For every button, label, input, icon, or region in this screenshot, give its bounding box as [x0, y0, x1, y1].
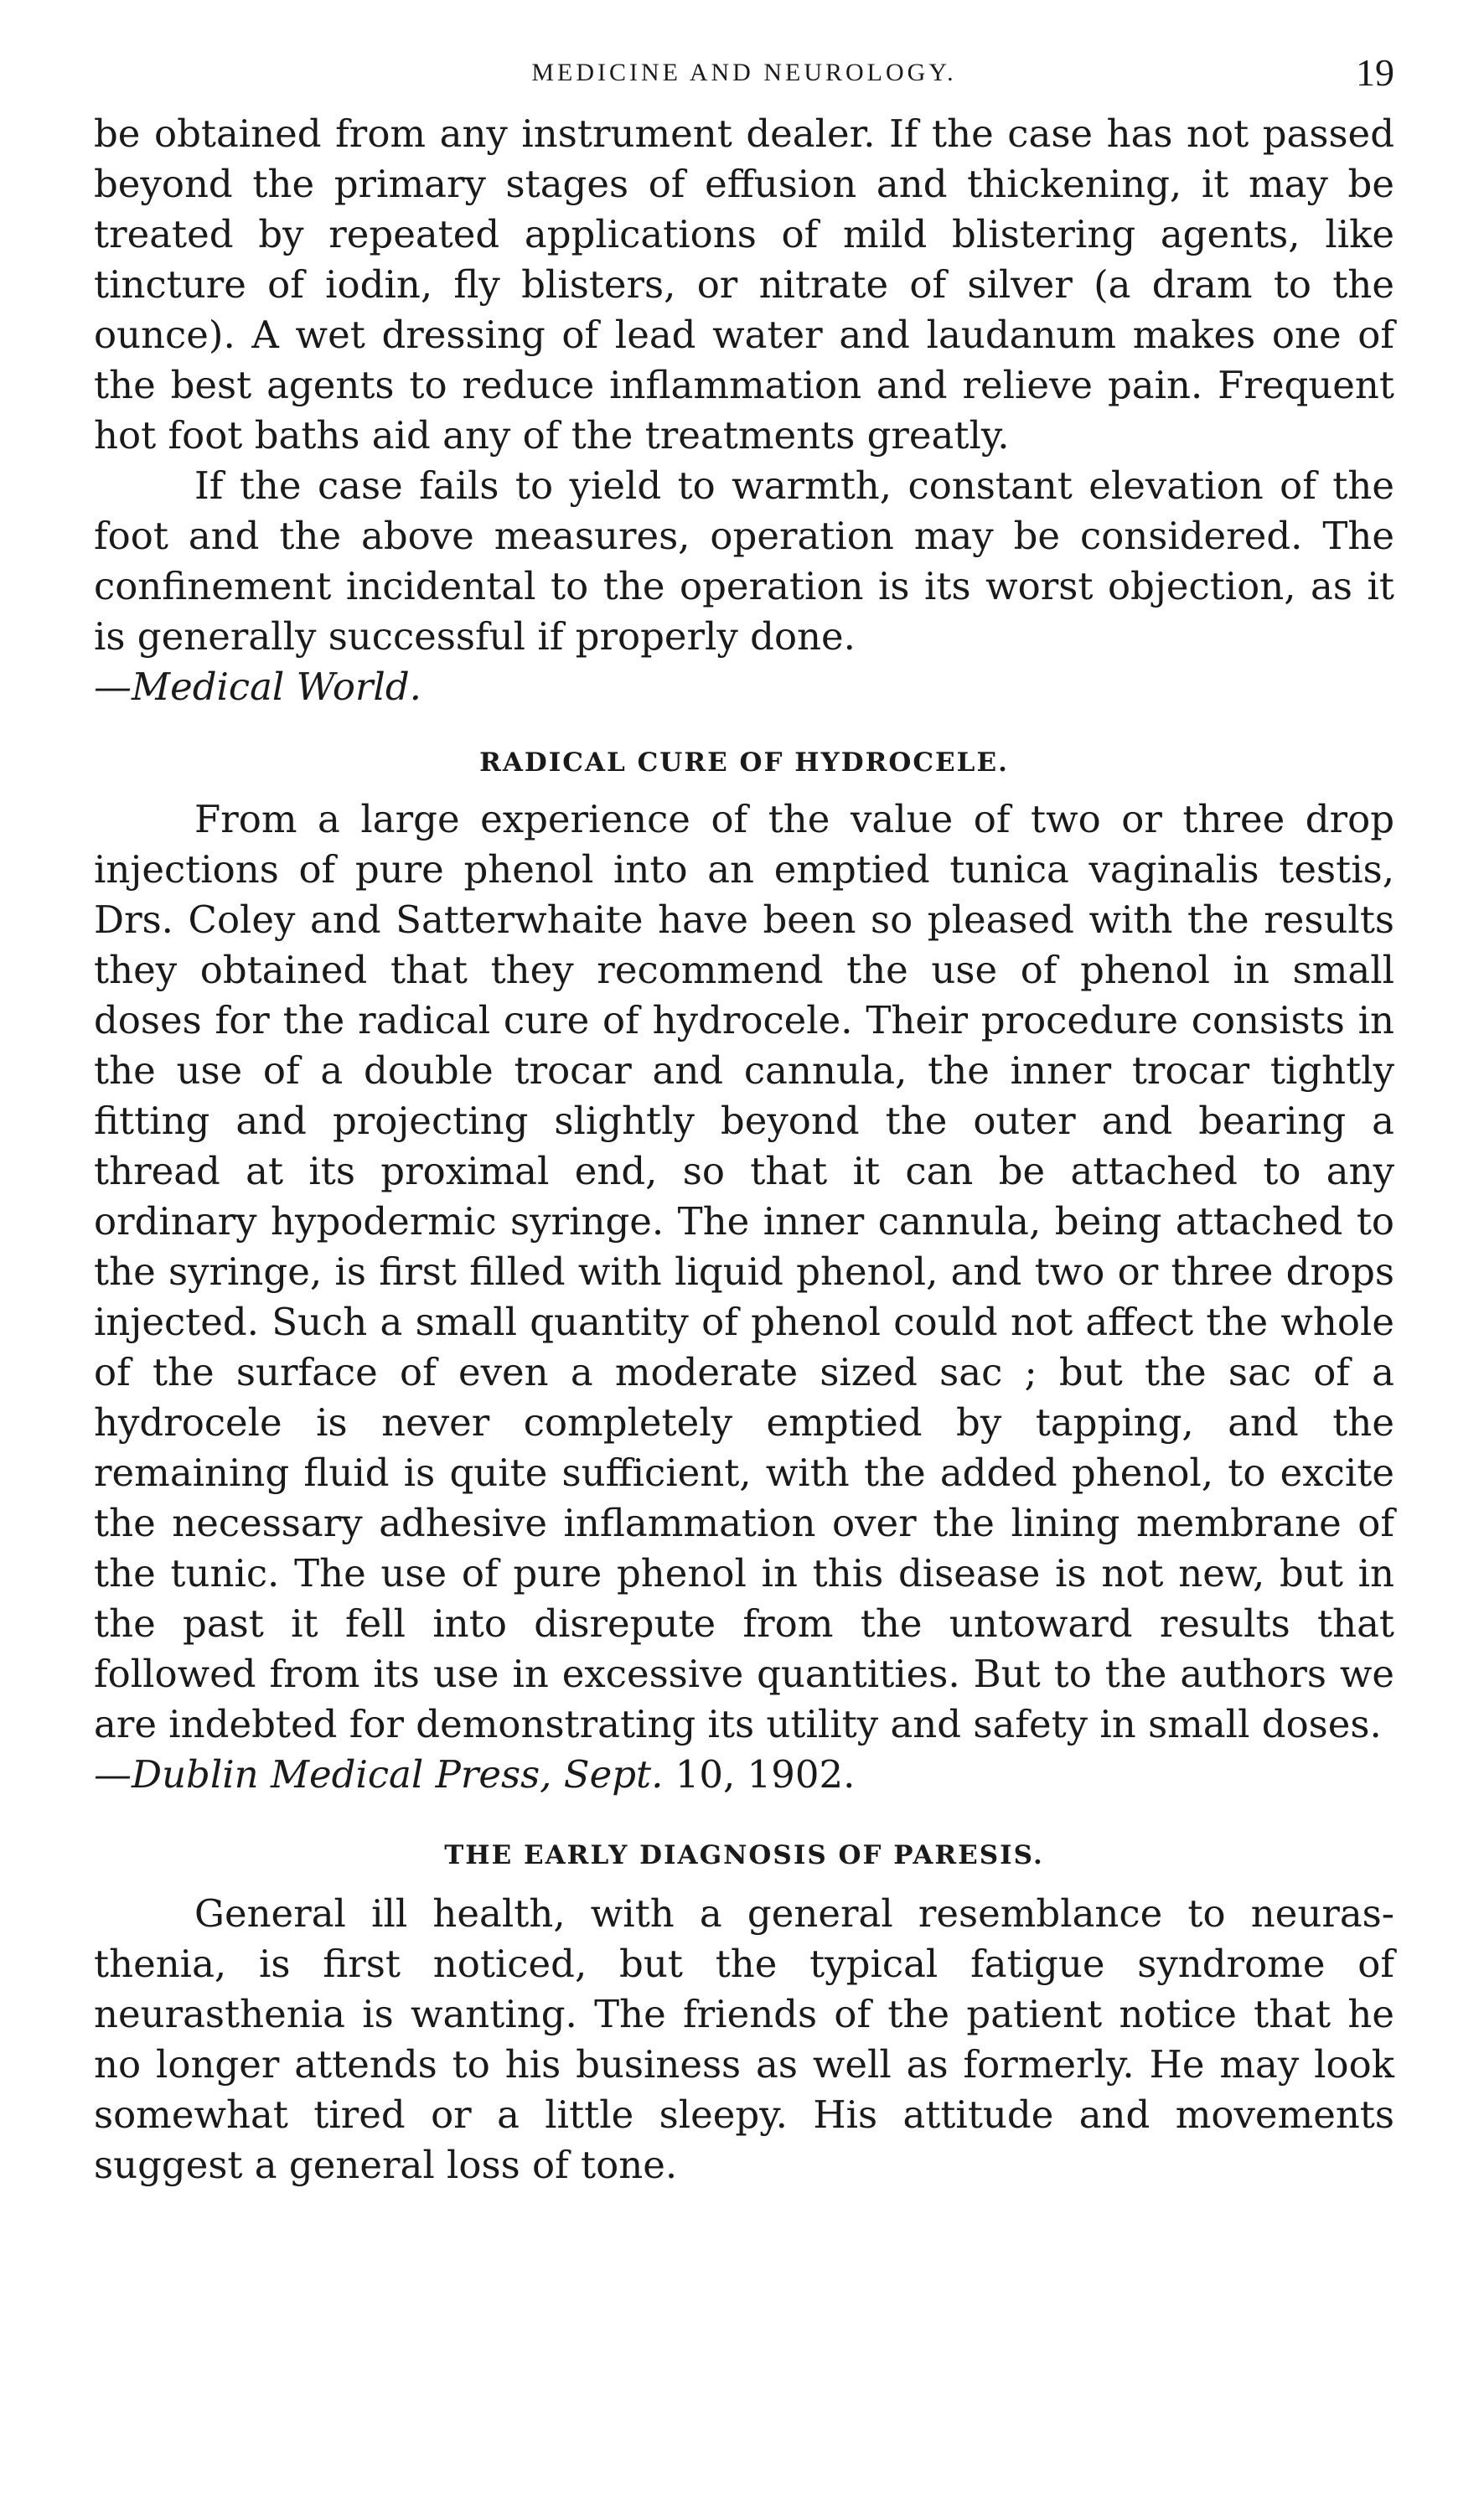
source-citation	[94, 1750, 1394, 1800]
section-heading: RADICAL CURE OF HYDROCELE.	[479, 747, 1009, 778]
body-paragraph: General ill health, with a general resemblance to neurasthenia, is first noticed, but the typical fatigue syndrome of neurasthenia is wanting. The friends of the patient notice that he no longer attends to his business as well as formerly. He may look somewhat tired or a little sleepy. His attitude and movements suggest a general loss of tone.	[94, 1891, 1394, 2187]
source-citation: —Medical World.	[94, 665, 421, 709]
running-title: MEDICINE AND NEUROLOGY.	[531, 59, 957, 86]
body-paragraph: From a large experience of the value of two or three drop injections of pure phenol into an emptied tunica vaginalis testis, Drs. Coley and Satterwhaite have been so pleased with the results they obtained that they recommend the use of phenol in small doses for the radical cure of hydrocele. Their procedure consists in the use of a double trocar and cannula, the inner trocar tightly fitting and projecting slightly beyond the outer and bearing a thread at its proximal end, so that it can be attached to any ordinary hypodermic syringe. The inner cannula, being attached to the syringe, is first filled with liquid phenol, and two or three drops injected. Such a small quantity of phenol could not affect the whole of the surface of even a moderate sized sac ; but the sac of a hydrocele is never completely emptied by tapping, and the remaining fluid is quite sufficient, with the added phenol, to excite the necessary adhesive inflammation over the lining membrane of the tunic. The use of pure phenol in this disease is not new, but in the past it fell into disrepute from the untoward results that followed from its use in excessive quantities. But to the authors we are indebted for demonstrating its utility and safety in small doses.	[94, 797, 1394, 1746]
book-page	[94, 50, 1394, 2190]
body-paragraph: If the case fails to yield to warmth, constant elevation of the foot and the above measures, operation may be considered. The confinement incidental to the operation is its worst objection, as it is generally successful if properly done.	[94, 463, 1394, 659]
running-head	[94, 50, 1394, 109]
citation-date: 10, 1902.	[675, 1752, 856, 1797]
citation-source: —Dublin Medical Press, Sept.	[94, 1752, 664, 1797]
section-heading: THE EARLY DIAGNOSIS OF PARESIS.	[444, 1840, 1044, 1870]
body-paragraph: be obtained from any instrument dealer. If the case has not passed beyond the primary stages of effusion and thickening, it may be treated by repeated applications of mild blistering agents, like tincture of iodin, fly blisters, or nitrate of silver (a dram to the ounce). A wet dressing of lead water and laudanum makes one of the best agents to reduce inflammation and relieve pain. Frequent hot foot baths aid any of the treatments greatly.	[94, 111, 1394, 458]
page-number: 19	[1356, 51, 1394, 94]
